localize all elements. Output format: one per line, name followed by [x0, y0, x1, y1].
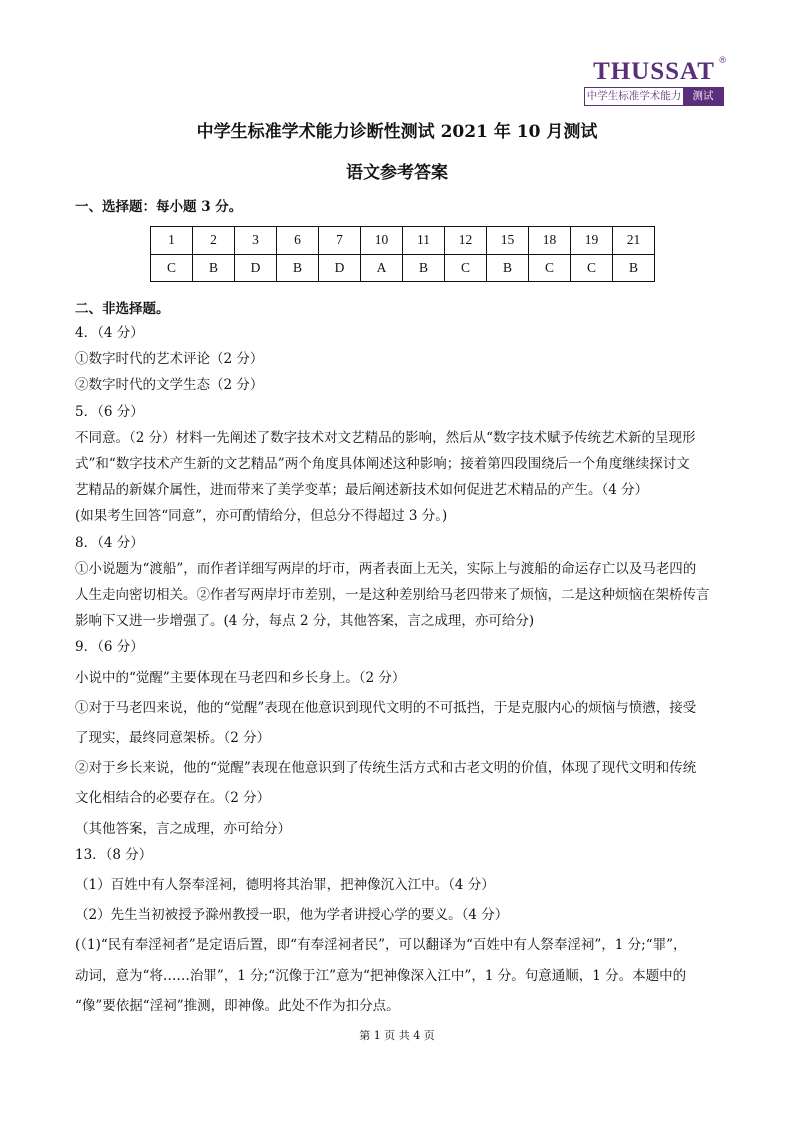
question-heading: 4．（4 分）: [75, 325, 144, 341]
question-number-cell: 21: [613, 227, 655, 255]
answer-note: (如果考生回答“同意”，亦可酌情给分，但总分不得超过 3 分。): [75, 508, 448, 525]
answer-cell: B: [403, 254, 445, 282]
question-number-cell: 3: [235, 227, 277, 255]
answer-cell: C: [445, 254, 487, 282]
page-footer: 第 1 页 共 4 页: [359, 1029, 435, 1042]
answer-line: ①数字时代的艺术评论（2 分）: [75, 351, 264, 368]
answer-cell: B: [487, 254, 529, 282]
answer-line: 艺精品的新媒介属性，进而带来了美学变革；最后阐述新技术如何促进艺术精品的产生。（4 分）: [75, 482, 649, 499]
question-heading: 13．（8 分）: [75, 846, 153, 863]
answer-cell: C: [571, 254, 613, 282]
question-number-cell: 12: [445, 227, 487, 255]
answer-line: （2）先生当初被授予滁州教授一职，他为学者讲授心学的要义。（4 分）: [75, 907, 509, 924]
answer-table-answers-row: [151, 254, 655, 282]
answer-cell: B: [613, 254, 655, 282]
section-heading-nonchoice: 二、非选择题。: [75, 301, 170, 317]
question-number-cell: 15: [487, 227, 529, 255]
answer-line: 不同意。（2 分）材料一先阐述了数字技术对文艺精品的影响，然后从“数字技术赋予传统艺术新的呈现形: [75, 429, 696, 446]
answer-line: 文化相结合的必要存在。（2 分）: [75, 790, 271, 807]
question-heading: 9．（6 分）: [75, 639, 144, 656]
answer-line: ①对于马老四来说，他的“觉醒”表现在他意识到现代文明的不可抵挡，于是克服内心的烦恼与愤懑，接受: [75, 699, 697, 716]
answer-note: (（1)“民有奉淫祠者”是定语后置，即“有奉淫祠者民”，可以翻译为“百姓中有人祭奉淫祠”，1 分;“罪”，: [75, 937, 687, 954]
answer-cell: D: [235, 254, 277, 282]
logo-wordmark: THUSSAT: [593, 58, 715, 85]
question-heading: 8．（4 分）: [75, 534, 144, 551]
answer-table: [150, 226, 655, 282]
thussat-logo: [584, 55, 726, 106]
answer-line: 式”和“数字技术产生新的文艺精品”两个角度具体阐述这种影响；接着第四段围绕后一个角度继续探讨文: [75, 456, 690, 473]
section-heading-choice: 一、选择题：每小题 3 分。: [75, 199, 243, 215]
answer-note: （其他答案，言之成理，亦可给分）: [75, 820, 291, 837]
answer-line: 了现实，最终同意架桥。（2 分）: [75, 730, 271, 747]
logo-tag: 测试: [683, 88, 723, 105]
logo-subtitle-bar: [584, 87, 724, 106]
question-number-cell: 1: [151, 227, 193, 255]
answer-cell: D: [319, 254, 361, 282]
answer-cell: A: [361, 254, 403, 282]
question-number-cell: 10: [361, 227, 403, 255]
question-number-cell: 18: [529, 227, 571, 255]
answer-line: ②对于乡长来说，他的“觉醒”表现在他意识到了传统生活方式和古老文明的价值，体现了现代文明和传统: [75, 760, 697, 777]
answer-cell: B: [193, 254, 235, 282]
logo-subtitle: 中学生标准学术能力: [585, 88, 683, 105]
question-number-cell: 7: [319, 227, 361, 255]
question-number-cell: 11: [403, 227, 445, 255]
answer-note: “像”要依据“淫祠”推测，即神像。此处不作为扣分点。: [75, 997, 400, 1014]
answer-line: 小说中的“觉醒”主要体现在马老四和乡长身上。（2 分）: [75, 669, 406, 686]
answer-line: （1）百姓中有人祭奉淫祠，德明将其治罪，把神像沉入江中。（4 分）: [75, 877, 495, 894]
answer-cell: C: [529, 254, 571, 282]
answer-line: ②数字时代的文学生态（2 分）: [75, 377, 264, 394]
document-title: 中学生标准学术能力诊断性测试 2021 年 10 月测试: [196, 122, 598, 142]
question-number-cell: 2: [193, 227, 235, 255]
answer-cell: B: [277, 254, 319, 282]
question-number-cell: 19: [571, 227, 613, 255]
document-subtitle: 语文参考答案: [346, 163, 448, 183]
registered-mark-icon: ®: [719, 55, 726, 65]
answer-table-numbers-row: [151, 227, 655, 255]
answer-body: [75, 320, 735, 1019]
answer-line: ①小说题为“渡船”，而作者详细写两岸的圩市，两者表面上无关，实际上与渡船的命运存亡以及马老四的: [75, 560, 697, 577]
answer-line: 影响下又进一步增强了。(4 分，每点 2 分，其他答案，言之成理，亦可给分): [75, 613, 535, 630]
answer-cell: C: [151, 254, 193, 282]
answer-line: 人生走向密切相关。②作者写两岸圩市差别，一是这种差别给马老四带来了烦恼，二是这种烦恼在架桥传言: [75, 587, 710, 604]
answer-note: 动词，意为“将……治罪”，1 分;“沉像于江”意为“把神像深入江中”，1 分。句意通顺，1 分。本题中的: [75, 967, 687, 984]
question-number-cell: 6: [277, 227, 319, 255]
question-heading: 5．（6 分）: [75, 403, 144, 420]
